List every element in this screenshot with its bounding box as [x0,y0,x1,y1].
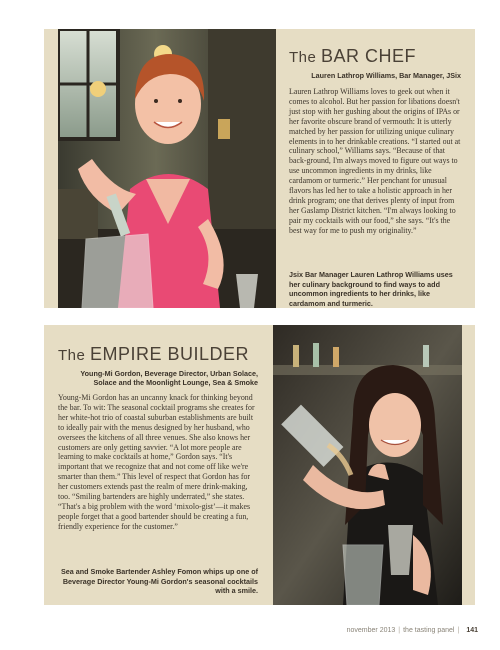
empire-builder-heading [58,345,249,364]
footer-issue-date: november 2013 [346,627,396,634]
bar-chef-byline: Lauren Lathrop Williams, Bar Manager, JSix [311,71,461,80]
empire-builder-body: Young-Mi Gordon has an uncanny knack for thinking beyond the bar. To wit: The seasonal cocktail programs she creates for her white-hot trio of coastal suburban establishments are built to ideally pair with the menus designed by her husband, who oversees the kitchens of all three venues. She also knows her customers are only getting savvier. “A lot more people are learning to make cocktails at home,” Gordon says. “It's important that we recognize that and not come off like we're smarter than them.” This level of respect that Gordon has for her customers extends past the realm of mere drink-making, too. “Smiling bartenders are highly underrated,” she states. “That's a big problem with the word ‘mixolo-gist’—it makes people forget that a good bartender should be creating a fun, friendly experience for the customer.” [58,393,255,531]
footer-separator: | [457,627,460,634]
bar-chef-heading [289,47,416,66]
empire-builder-photo [273,325,462,605]
footer-page-number: 141 [466,627,478,634]
footer-magazine-name: the tasting panel [403,627,455,634]
bar-chef-caption: Jsix Bar Manager Lauren Lathrop Williams uses her culinary background to find ways to add uncommon ingredients to her drinks, like cardamom and turmeric. [289,270,453,308]
bar-chef-heading-main: BAR CHEF [321,46,417,66]
page-footer [347,627,478,634]
bar-chef-body: Lauren Lathrop Williams loves to geek out when it comes to alcohol. But her passion for libations doesn't just stop with her gushing about the origins of IPAs or her favorite obscure brand of vermouth: It is utterly matched by her passion for utilizing unique culinary elements in to her drinkable creations. “I started out at culinary school,” Williams says. “Because of that back-ground, I'm always moved to figure out ways to use uncommon ingredients in my drinks, like cardamom or turmeric.” Her penchant for unusual flavors has led her to take a holistic approach in her drink program; one that derives plenty of input from her Gaslamp District kitchen. “I'm always looking to pair my cocktails with our food,” she says. “It's the best way for me to push my originality.” [289,87,461,235]
footer-separator: | [398,627,401,634]
bar-chef-heading-prefix: The [289,49,322,66]
empire-builder-byline: Young-Mi Gordon, Beverage Director, Urban Solace, Solace and the Moonlight Lounge, Sea & Smoke [80,369,258,388]
bar-chef-photo [58,29,276,308]
empire-builder-heading-prefix: The [58,347,91,364]
empire-builder-caption: Sea and Smoke Bartender Ashley Fomon whips up one of Beverage Director Young-Mi Gordon's seasonal cocktails with a smile. [60,567,258,596]
empire-builder-heading-main: EMPIRE BUILDER [90,344,250,364]
